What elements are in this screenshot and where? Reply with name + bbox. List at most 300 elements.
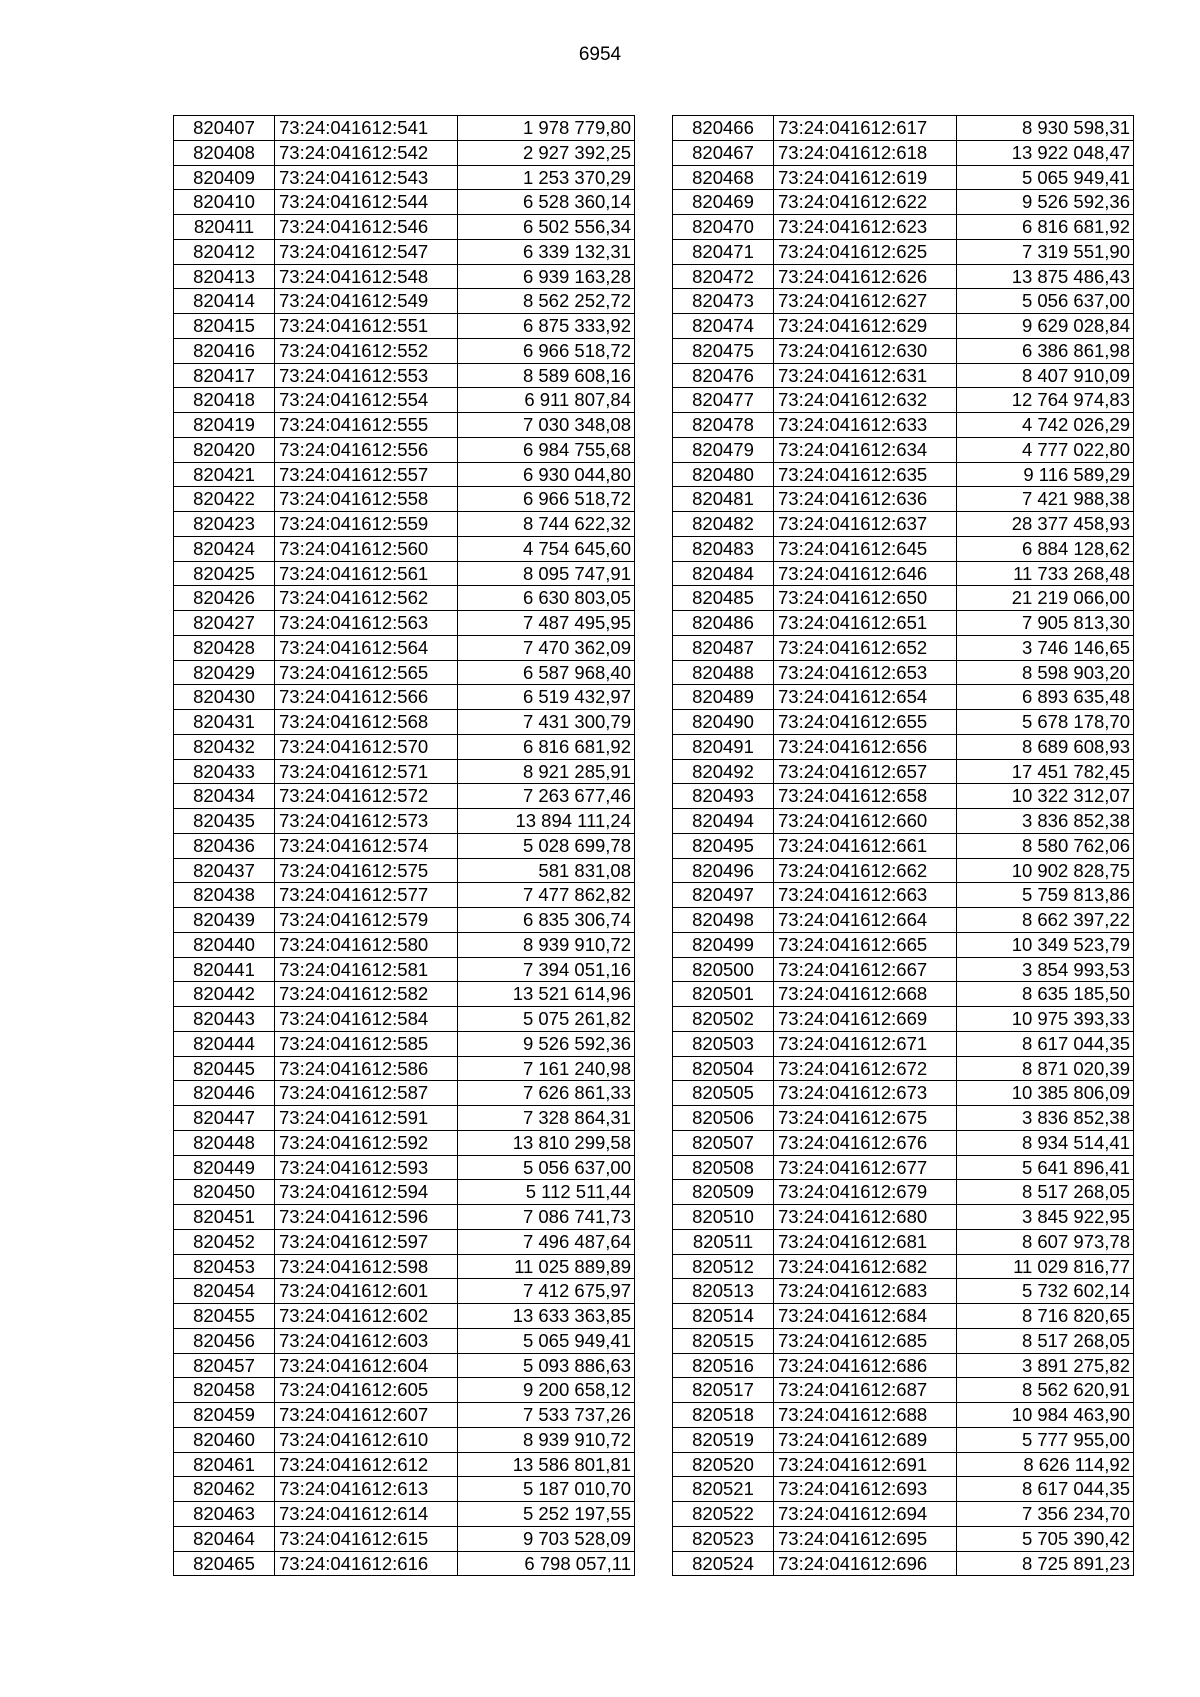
record-number-cell: 820519 <box>673 1427 774 1452</box>
cadastral-value-cell: 6 587 968,40 <box>458 660 635 685</box>
cadastral-number-cell: 73:24:041612:673 <box>774 1081 957 1106</box>
table-row <box>174 215 635 240</box>
record-number-cell: 820475 <box>673 338 774 363</box>
cadastral-number-cell: 73:24:041612:635 <box>774 462 957 487</box>
table-row <box>673 1378 1134 1403</box>
cadastral-number-cell: 73:24:041612:575 <box>275 858 458 883</box>
cadastral-number-cell: 73:24:041612:587 <box>275 1081 458 1106</box>
cadastral-value-cell: 7 263 677,46 <box>458 784 635 809</box>
cadastral-number-cell: 73:24:041612:614 <box>275 1502 458 1527</box>
cadastral-number-cell: 73:24:041612:656 <box>774 734 957 759</box>
table-row <box>673 611 1134 636</box>
page-number: 6954 <box>578 44 622 65</box>
table-row <box>673 982 1134 1007</box>
cadastral-value-cell: 6 798 057,11 <box>458 1551 635 1576</box>
record-number-cell: 820457 <box>174 1353 275 1378</box>
cadastral-value-cell: 9 116 589,29 <box>957 462 1134 487</box>
record-number-cell: 820418 <box>174 388 275 413</box>
record-number-cell: 820500 <box>673 957 774 982</box>
cadastral-number-cell: 73:24:041612:629 <box>774 314 957 339</box>
cadastral-value-cell: 28 377 458,93 <box>957 512 1134 537</box>
cadastral-number-cell: 73:24:041612:669 <box>774 1007 957 1032</box>
cadastral-number-cell: 73:24:041612:631 <box>774 363 957 388</box>
record-number-cell: 820444 <box>174 1031 275 1056</box>
cadastral-value-cell: 6 519 432,97 <box>458 685 635 710</box>
cadastral-number-cell: 73:24:041612:652 <box>774 635 957 660</box>
cadastral-value-cell: 8 626 114,92 <box>957 1452 1134 1477</box>
table-row <box>673 1328 1134 1353</box>
cadastral-number-cell: 73:24:041612:580 <box>275 932 458 957</box>
cadastral-value-cell: 5 093 886,63 <box>458 1353 635 1378</box>
cadastral-value-cell: 7 470 362,09 <box>458 635 635 660</box>
record-number-cell: 820408 <box>174 140 275 165</box>
cadastral-value-cell: 2 927 392,25 <box>458 140 635 165</box>
cadastral-value-cell: 8 407 910,09 <box>957 363 1134 388</box>
record-number-cell: 820502 <box>673 1007 774 1032</box>
cadastral-number-cell: 73:24:041612:582 <box>275 982 458 1007</box>
cadastral-value-cell: 13 875 486,43 <box>957 264 1134 289</box>
table-row <box>673 1279 1134 1304</box>
record-number-cell: 820426 <box>174 586 275 611</box>
table-row <box>673 660 1134 685</box>
cadastral-number-cell: 73:24:041612:651 <box>774 611 957 636</box>
record-number-cell: 820488 <box>673 660 774 685</box>
cadastral-number-cell: 73:24:041612:602 <box>275 1304 458 1329</box>
cadastral-value-cell: 7 421 988,38 <box>957 487 1134 512</box>
cadastral-value-cell: 5 641 896,41 <box>957 1155 1134 1180</box>
cadastral-number-cell: 73:24:041612:683 <box>774 1279 957 1304</box>
cadastral-number-cell: 73:24:041612:657 <box>774 759 957 784</box>
table-row <box>174 363 635 388</box>
cadastral-value-cell: 11 733 268,48 <box>957 561 1134 586</box>
table-row <box>174 1403 635 1428</box>
cadastral-number-cell: 73:24:041612:633 <box>774 413 957 438</box>
record-number-cell: 820489 <box>673 685 774 710</box>
record-number-cell: 820438 <box>174 883 275 908</box>
cadastral-number-cell: 73:24:041612:684 <box>774 1304 957 1329</box>
cadastral-value-cell: 8 607 973,78 <box>957 1229 1134 1254</box>
cadastral-value-cell: 8 725 891,23 <box>957 1551 1134 1576</box>
record-number-cell: 820474 <box>673 314 774 339</box>
table-row <box>174 759 635 784</box>
cadastral-number-cell: 73:24:041612:544 <box>275 190 458 215</box>
record-number-cell: 820511 <box>673 1229 774 1254</box>
cadastral-value-cell: 13 586 801,81 <box>458 1452 635 1477</box>
cadastral-value-cell: 8 871 020,39 <box>957 1056 1134 1081</box>
record-number-cell: 820477 <box>673 388 774 413</box>
cadastral-value-cell: 8 662 397,22 <box>957 908 1134 933</box>
record-number-cell: 820494 <box>673 809 774 834</box>
record-number-cell: 820508 <box>673 1155 774 1180</box>
table-row <box>673 957 1134 982</box>
record-number-cell: 820458 <box>174 1378 275 1403</box>
cadastral-value-cell: 8 562 620,91 <box>957 1378 1134 1403</box>
cadastral-number-cell: 73:24:041612:660 <box>774 809 957 834</box>
record-number-cell: 820432 <box>174 734 275 759</box>
table-row <box>174 957 635 982</box>
cadastral-value-cell: 7 394 051,16 <box>458 957 635 982</box>
cadastral-number-cell: 73:24:041612:542 <box>275 140 458 165</box>
cadastral-value-cell: 581 831,08 <box>458 858 635 883</box>
cadastral-value-cell: 7 161 240,98 <box>458 1056 635 1081</box>
cadastral-value-cell: 8 598 903,20 <box>957 660 1134 685</box>
cadastral-number-cell: 73:24:041612:694 <box>774 1502 957 1527</box>
table-row <box>673 1403 1134 1428</box>
cadastral-value-cell: 7 431 300,79 <box>458 710 635 735</box>
table-row <box>174 1452 635 1477</box>
record-number-cell: 820455 <box>174 1304 275 1329</box>
record-number-cell: 820416 <box>174 338 275 363</box>
cadastral-number-cell: 73:24:041612:607 <box>275 1403 458 1428</box>
table-row <box>174 314 635 339</box>
cadastral-number-cell: 73:24:041612:548 <box>275 264 458 289</box>
cadastral-number-cell: 73:24:041612:615 <box>275 1526 458 1551</box>
cadastral-value-cell: 3 891 275,82 <box>957 1353 1134 1378</box>
cadastral-value-cell: 6 966 518,72 <box>458 338 635 363</box>
cadastral-value-cell: 7 412 675,97 <box>458 1279 635 1304</box>
record-number-cell: 820512 <box>673 1254 774 1279</box>
record-number-cell: 820449 <box>174 1155 275 1180</box>
record-number-cell: 820423 <box>174 512 275 537</box>
cadastral-number-cell: 73:24:041612:546 <box>275 215 458 240</box>
cadastral-number-cell: 73:24:041612:558 <box>275 487 458 512</box>
cadastral-value-cell: 7 905 813,30 <box>957 611 1134 636</box>
cadastral-value-cell: 7 533 737,26 <box>458 1403 635 1428</box>
table-row <box>174 1056 635 1081</box>
table-row <box>174 1130 635 1155</box>
table-row <box>673 1254 1134 1279</box>
cadastral-number-cell: 73:24:041612:571 <box>275 759 458 784</box>
cadastral-value-cell: 5 056 637,00 <box>957 289 1134 314</box>
cadastral-number-cell: 73:24:041612:585 <box>275 1031 458 1056</box>
record-number-cell: 820470 <box>673 215 774 240</box>
record-number-cell: 820468 <box>673 165 774 190</box>
table-row <box>673 1081 1134 1106</box>
cadastral-value-cell: 8 580 762,06 <box>957 833 1134 858</box>
cadastral-number-cell: 73:24:041612:685 <box>774 1328 957 1353</box>
cadastral-value-cell: 7 477 862,82 <box>458 883 635 908</box>
cadastral-value-cell: 6 884 128,62 <box>957 536 1134 561</box>
record-number-cell: 820465 <box>174 1551 275 1576</box>
table-row <box>174 1106 635 1131</box>
table-row <box>174 1007 635 1032</box>
cadastral-number-cell: 73:24:041612:617 <box>774 116 957 141</box>
record-number-cell: 820462 <box>174 1477 275 1502</box>
cadastral-value-cell: 5 777 955,00 <box>957 1427 1134 1452</box>
record-number-cell: 820471 <box>673 239 774 264</box>
table-row <box>174 1155 635 1180</box>
record-number-cell: 820447 <box>174 1106 275 1131</box>
cadastral-number-cell: 73:24:041612:626 <box>774 264 957 289</box>
record-number-cell: 820460 <box>174 1427 275 1452</box>
cadastral-value-cell: 6 816 681,92 <box>957 215 1134 240</box>
cadastral-value-cell: 13 922 048,47 <box>957 140 1134 165</box>
cadastral-number-cell: 73:24:041612:593 <box>275 1155 458 1180</box>
table-row <box>673 908 1134 933</box>
cadastral-value-cell: 5 028 699,78 <box>458 833 635 858</box>
cadastral-number-cell: 73:24:041612:592 <box>275 1130 458 1155</box>
record-number-cell: 820434 <box>174 784 275 809</box>
table-row <box>174 239 635 264</box>
record-number-cell: 820497 <box>673 883 774 908</box>
record-number-cell: 820479 <box>673 437 774 462</box>
cadastral-value-cell: 4 777 022,80 <box>957 437 1134 462</box>
cadastral-number-cell: 73:24:041612:579 <box>275 908 458 933</box>
cadastral-number-cell: 73:24:041612:612 <box>275 1452 458 1477</box>
record-number-cell: 820464 <box>174 1526 275 1551</box>
table-row <box>673 1007 1134 1032</box>
cadastral-value-cell: 5 252 197,55 <box>458 1502 635 1527</box>
table-row <box>673 140 1134 165</box>
cadastral-number-cell: 73:24:041612:601 <box>275 1279 458 1304</box>
cadastral-number-cell: 73:24:041612:596 <box>275 1205 458 1230</box>
cadastral-number-cell: 73:24:041612:554 <box>275 388 458 413</box>
table-row <box>673 239 1134 264</box>
cadastral-number-cell: 73:24:041612:676 <box>774 1130 957 1155</box>
cadastral-number-cell: 73:24:041612:655 <box>774 710 957 735</box>
table-row <box>673 363 1134 388</box>
cadastral-value-cell: 6 528 360,14 <box>458 190 635 215</box>
cadastral-value-cell: 5 187 010,70 <box>458 1477 635 1502</box>
table-row <box>673 512 1134 537</box>
table-row <box>174 908 635 933</box>
cadastral-value-cell: 5 112 511,44 <box>458 1180 635 1205</box>
record-number-cell: 820487 <box>673 635 774 660</box>
cadastral-value-cell: 8 589 608,16 <box>458 363 635 388</box>
cadastral-value-cell: 3 854 993,53 <box>957 957 1134 982</box>
table-row <box>174 1304 635 1329</box>
record-number-cell: 820429 <box>174 660 275 685</box>
table-row <box>174 1427 635 1452</box>
record-number-cell: 820499 <box>673 932 774 957</box>
table-row <box>673 1304 1134 1329</box>
record-number-cell: 820407 <box>174 116 275 141</box>
record-number-cell: 820515 <box>673 1328 774 1353</box>
record-number-cell: 820445 <box>174 1056 275 1081</box>
table-row <box>174 487 635 512</box>
record-number-cell: 820491 <box>673 734 774 759</box>
record-number-cell: 820521 <box>673 1477 774 1502</box>
record-number-cell: 820482 <box>673 512 774 537</box>
cadastral-value-cell: 1 253 370,29 <box>458 165 635 190</box>
cadastral-number-cell: 73:24:041612:572 <box>275 784 458 809</box>
cadastral-value-cell: 10 385 806,09 <box>957 1081 1134 1106</box>
cadastral-value-cell: 5 056 637,00 <box>458 1155 635 1180</box>
cadastral-number-cell: 73:24:041612:658 <box>774 784 957 809</box>
record-number-cell: 820498 <box>673 908 774 933</box>
cadastral-value-cell: 8 930 598,31 <box>957 116 1134 141</box>
record-number-cell: 820422 <box>174 487 275 512</box>
cadastral-value-cell: 8 617 044,35 <box>957 1031 1134 1056</box>
table-row <box>174 858 635 883</box>
table-row <box>174 1081 635 1106</box>
record-number-cell: 820427 <box>174 611 275 636</box>
cadastral-value-cell: 8 095 747,91 <box>458 561 635 586</box>
cadastral-value-cell: 1 978 779,80 <box>458 116 635 141</box>
table-row <box>673 215 1134 240</box>
record-number-cell: 820419 <box>174 413 275 438</box>
cadastral-number-cell: 73:24:041612:604 <box>275 1353 458 1378</box>
cadastral-value-cell: 8 635 185,50 <box>957 982 1134 1007</box>
table-row <box>673 1106 1134 1131</box>
table-row <box>174 512 635 537</box>
cadastral-value-cell: 6 835 306,74 <box>458 908 635 933</box>
cadastral-value-cell: 5 065 949,41 <box>458 1328 635 1353</box>
table-row <box>174 1477 635 1502</box>
table-row <box>174 784 635 809</box>
cadastral-number-cell: 73:24:041612:619 <box>774 165 957 190</box>
table-row <box>673 1180 1134 1205</box>
cadastral-value-cell: 8 921 285,91 <box>458 759 635 784</box>
record-number-cell: 820509 <box>673 1180 774 1205</box>
record-number-cell: 820412 <box>174 239 275 264</box>
table-row <box>174 462 635 487</box>
record-number-cell: 820454 <box>174 1279 275 1304</box>
cadastral-number-cell: 73:24:041612:552 <box>275 338 458 363</box>
record-number-cell: 820492 <box>673 759 774 784</box>
table-row <box>673 1353 1134 1378</box>
cadastral-number-cell: 73:24:041612:625 <box>774 239 957 264</box>
cadastral-value-cell: 6 939 163,28 <box>458 264 635 289</box>
cadastral-number-cell: 73:24:041612:653 <box>774 660 957 685</box>
cadastral-number-cell: 73:24:041612:662 <box>774 858 957 883</box>
cadastral-number-cell: 73:24:041612:696 <box>774 1551 957 1576</box>
cadastral-number-cell: 73:24:041612:561 <box>275 561 458 586</box>
cadastral-number-cell: 73:24:041612:650 <box>774 586 957 611</box>
table-row <box>174 1205 635 1230</box>
cadastral-value-cell: 6 930 044,80 <box>458 462 635 487</box>
record-number-cell: 820472 <box>673 264 774 289</box>
cadastral-number-cell: 73:24:041612:646 <box>774 561 957 586</box>
record-number-cell: 820409 <box>174 165 275 190</box>
table-row <box>174 536 635 561</box>
table-row <box>673 784 1134 809</box>
registry-table-right <box>672 115 1134 1576</box>
cadastral-value-cell: 9 526 592,36 <box>458 1031 635 1056</box>
record-number-cell: 820480 <box>673 462 774 487</box>
table-row <box>673 437 1134 462</box>
cadastral-number-cell: 73:24:041612:637 <box>774 512 957 537</box>
record-number-cell: 820463 <box>174 1502 275 1527</box>
record-number-cell: 820513 <box>673 1279 774 1304</box>
record-number-cell: 820436 <box>174 833 275 858</box>
record-number-cell: 820433 <box>174 759 275 784</box>
record-number-cell: 820516 <box>673 1353 774 1378</box>
table-row <box>673 685 1134 710</box>
record-number-cell: 820442 <box>174 982 275 1007</box>
cadastral-number-cell: 73:24:041612:563 <box>275 611 458 636</box>
cadastral-number-cell: 73:24:041612:591 <box>275 1106 458 1131</box>
cadastral-number-cell: 73:24:041612:665 <box>774 932 957 957</box>
cadastral-number-cell: 73:24:041612:661 <box>774 833 957 858</box>
cadastral-value-cell: 7 328 864,31 <box>458 1106 635 1131</box>
cadastral-number-cell: 73:24:041612:553 <box>275 363 458 388</box>
cadastral-number-cell: 73:24:041612:559 <box>275 512 458 537</box>
cadastral-number-cell: 73:24:041612:627 <box>774 289 957 314</box>
record-number-cell: 820490 <box>673 710 774 735</box>
table-row <box>673 116 1134 141</box>
cadastral-number-cell: 73:24:041612:675 <box>774 1106 957 1131</box>
record-number-cell: 820441 <box>174 957 275 982</box>
cadastral-value-cell: 6 339 132,31 <box>458 239 635 264</box>
record-number-cell: 820486 <box>673 611 774 636</box>
table-row <box>174 116 635 141</box>
cadastral-number-cell: 73:24:041612:566 <box>275 685 458 710</box>
cadastral-value-cell: 8 562 252,72 <box>458 289 635 314</box>
record-number-cell: 820522 <box>673 1502 774 1527</box>
cadastral-number-cell: 73:24:041612:573 <box>275 809 458 834</box>
cadastral-value-cell: 7 356 234,70 <box>957 1502 1134 1527</box>
cadastral-value-cell: 12 764 974,83 <box>957 388 1134 413</box>
table-row <box>174 1328 635 1353</box>
registry-table-left <box>173 115 635 1576</box>
table-row <box>673 190 1134 215</box>
cadastral-number-cell: 73:24:041612:613 <box>275 1477 458 1502</box>
record-number-cell: 820440 <box>174 932 275 957</box>
record-number-cell: 820496 <box>673 858 774 883</box>
cadastral-number-cell: 73:24:041612:691 <box>774 1452 957 1477</box>
table-body-right <box>673 116 1134 1576</box>
table-row <box>174 338 635 363</box>
record-number-cell: 820425 <box>174 561 275 586</box>
cadastral-value-cell: 8 689 608,93 <box>957 734 1134 759</box>
table-row <box>673 1452 1134 1477</box>
cadastral-number-cell: 73:24:041612:574 <box>275 833 458 858</box>
table-row <box>673 1551 1134 1576</box>
cadastral-number-cell: 73:24:041612:687 <box>774 1378 957 1403</box>
cadastral-value-cell: 10 902 828,75 <box>957 858 1134 883</box>
cadastral-value-cell: 9 526 592,36 <box>957 190 1134 215</box>
table-row <box>174 1031 635 1056</box>
record-number-cell: 820430 <box>174 685 275 710</box>
cadastral-value-cell: 8 934 514,41 <box>957 1130 1134 1155</box>
record-number-cell: 820506 <box>673 1106 774 1131</box>
cadastral-value-cell: 6 630 803,05 <box>458 586 635 611</box>
record-number-cell: 820417 <box>174 363 275 388</box>
table-row <box>673 165 1134 190</box>
table-row <box>174 1551 635 1576</box>
cadastral-value-cell: 6 502 556,34 <box>458 215 635 240</box>
cadastral-number-cell: 73:24:041612:671 <box>774 1031 957 1056</box>
cadastral-number-cell: 73:24:041612:622 <box>774 190 957 215</box>
cadastral-number-cell: 73:24:041612:623 <box>774 215 957 240</box>
cadastral-number-cell: 73:24:041612:654 <box>774 685 957 710</box>
cadastral-number-cell: 73:24:041612:605 <box>275 1378 458 1403</box>
table-row <box>673 833 1134 858</box>
record-number-cell: 820467 <box>673 140 774 165</box>
cadastral-value-cell: 4 754 645,60 <box>458 536 635 561</box>
table-row <box>174 140 635 165</box>
table-row <box>673 536 1134 561</box>
record-number-cell: 820493 <box>673 784 774 809</box>
record-number-cell: 820452 <box>174 1229 275 1254</box>
record-number-cell: 820485 <box>673 586 774 611</box>
cadastral-number-cell: 73:24:041612:688 <box>774 1403 957 1428</box>
table-row <box>673 1056 1134 1081</box>
record-number-cell: 820428 <box>174 635 275 660</box>
table-row <box>174 561 635 586</box>
table-row <box>174 982 635 1007</box>
record-number-cell: 820437 <box>174 858 275 883</box>
cadastral-value-cell: 8 939 910,72 <box>458 1427 635 1452</box>
cadastral-number-cell: 73:24:041612:594 <box>275 1180 458 1205</box>
cadastral-value-cell: 3 746 146,65 <box>957 635 1134 660</box>
record-number-cell: 820507 <box>673 1130 774 1155</box>
cadastral-number-cell: 73:24:041612:598 <box>275 1254 458 1279</box>
cadastral-value-cell: 10 349 523,79 <box>957 932 1134 957</box>
cadastral-number-cell: 73:24:041612:616 <box>275 1551 458 1576</box>
record-number-cell: 820466 <box>673 116 774 141</box>
